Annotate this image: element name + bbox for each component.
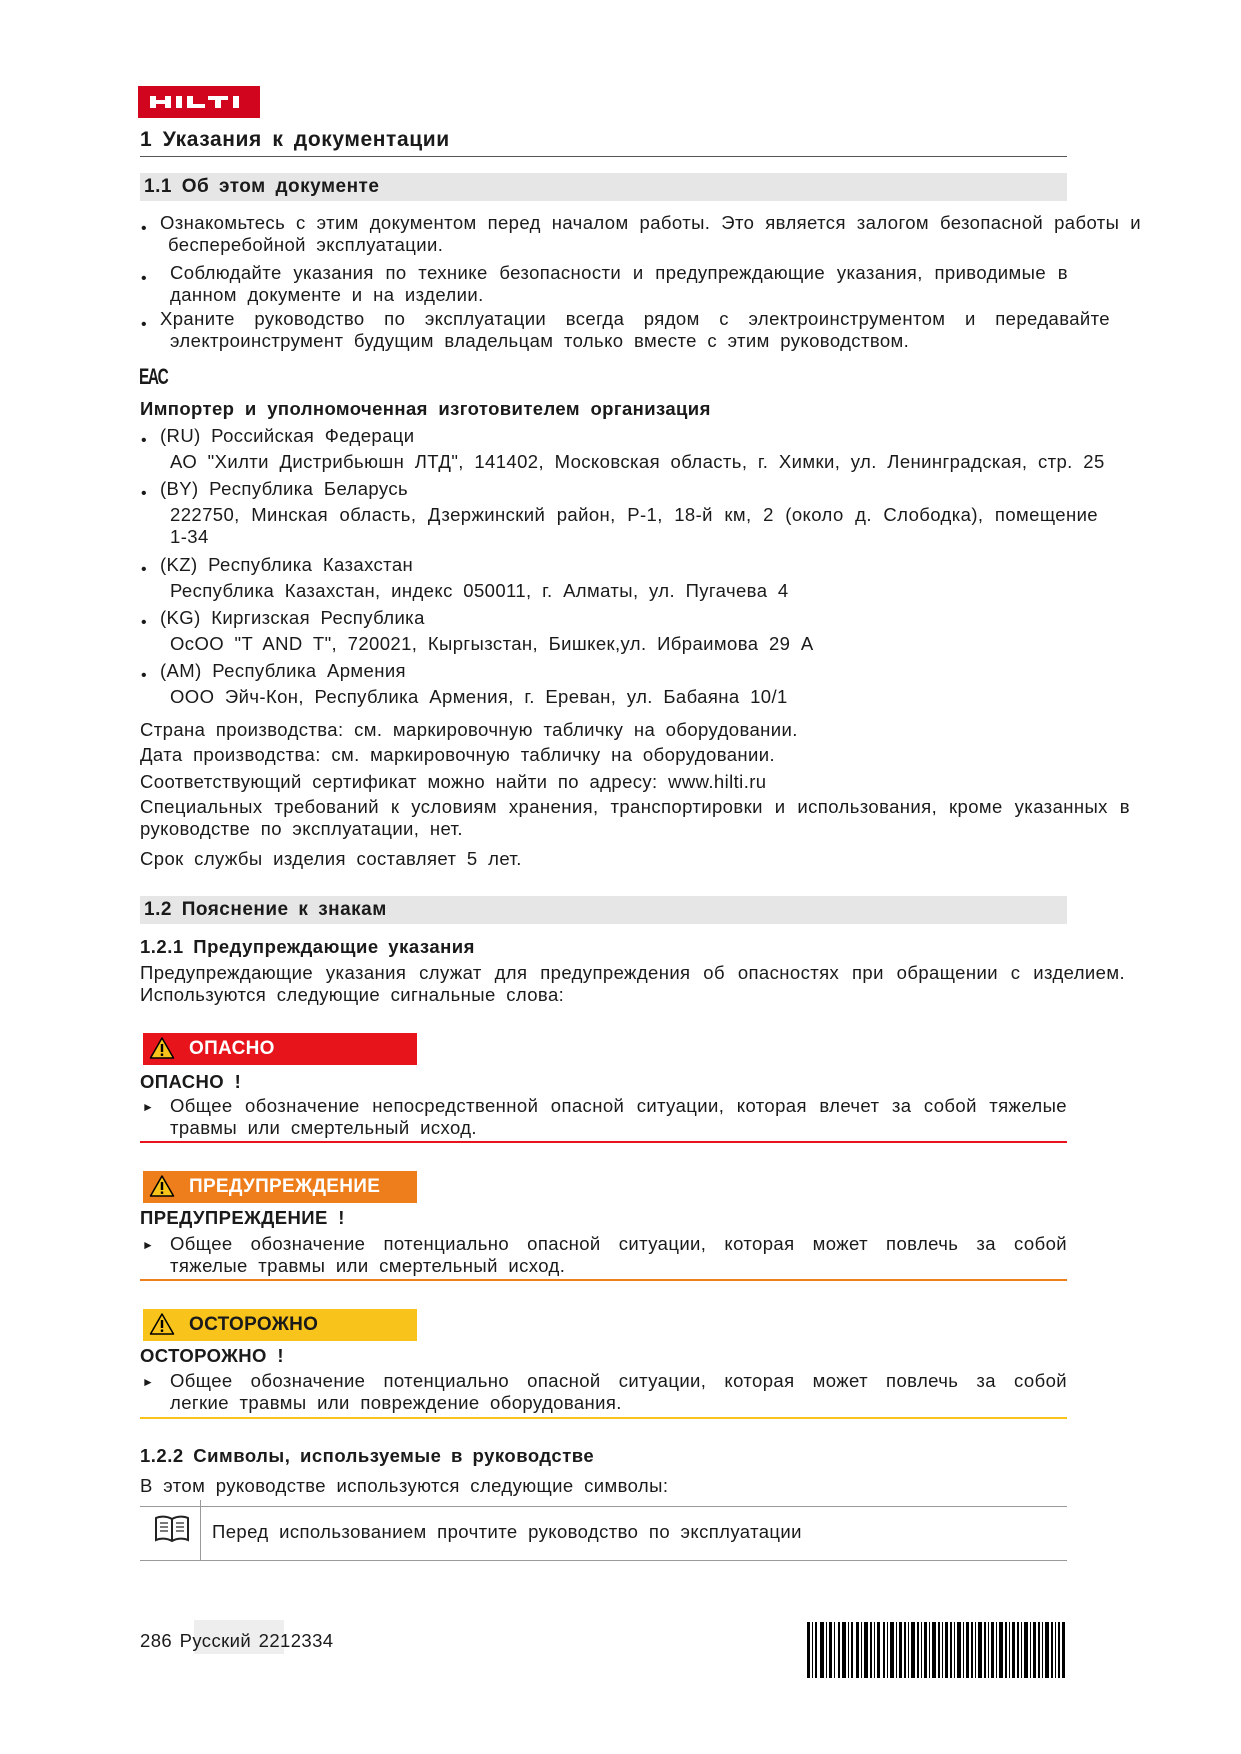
barcode bbox=[807, 1622, 1065, 1678]
book-icon bbox=[153, 1514, 191, 1544]
document-number: 2212334 bbox=[258, 1630, 334, 1651]
bullet-icon: • bbox=[141, 667, 147, 684]
importer-address: ОсОО "T AND T", 720021, Кыргызстан, Бишкек,ул. Ибраимова 29 А bbox=[170, 633, 814, 654]
list-item: Соблюдайте указания по технике безопасности и предупреждающие указания, приводимые в данном документе и на изделии. bbox=[170, 262, 1068, 305]
importer-country: (KZ) Республика Казахстан bbox=[160, 554, 414, 575]
bullet-icon: • bbox=[141, 270, 147, 287]
table-column-divider bbox=[200, 1500, 201, 1560]
danger-text: Общее обозначение непосредственной опасной ситуации, которая влечет за собой тяжелые травмы или смертельный исход. bbox=[170, 1095, 1067, 1138]
importer-country: (RU) Российская Федераци bbox=[160, 425, 415, 446]
warning-banner-label: ПРЕДУПРЕЖДЕНИЕ bbox=[189, 1176, 381, 1197]
title-rule bbox=[140, 156, 1067, 157]
page-number: 286 bbox=[140, 1630, 173, 1651]
arrow-bullet-icon: ► bbox=[142, 1375, 154, 1389]
bullet-icon: • bbox=[141, 220, 147, 237]
list-item: Ознакомьтесь с этим документом перед началом работы. Это является залогом безопасной работы и бесперебойной эксплуатации. bbox=[160, 212, 1141, 255]
warning-banner bbox=[143, 1171, 417, 1203]
date-text: Дата производства: см. маркировочную табличку на оборудовании. bbox=[140, 744, 776, 765]
caution-rule bbox=[140, 1417, 1067, 1419]
section-1-1-title: 1.1 Об этом документе bbox=[140, 173, 1067, 201]
symbols-intro: В этом руководстве используются следующие символы: bbox=[140, 1475, 669, 1496]
importer-country: (KG) Киргизская Республика bbox=[160, 607, 425, 628]
warning-triangle-icon bbox=[149, 1036, 175, 1060]
list-item: Храните руководство по эксплуатации всегда рядом с электроинструментом и передавайте электроинструмент будущим владельцам только вместе с этим руководством. bbox=[160, 308, 1110, 351]
importer-country: (BY) Республика Беларусь bbox=[160, 478, 409, 499]
table-top-rule bbox=[140, 1506, 1067, 1507]
caution-banner-label: ОСТОРОЖНО bbox=[189, 1314, 319, 1335]
table-bottom-rule bbox=[140, 1560, 1067, 1561]
importer-address: АО "Хилти Дистрибьюшн ЛТД", 141402, Московская область, г. Химки, ул. Ленинградская, стр. 25 bbox=[170, 451, 1105, 472]
service-life-text: Срок службы изделия составляет 5 лет. bbox=[140, 848, 522, 869]
caution-banner bbox=[143, 1309, 417, 1341]
warning-heading: ПРЕДУПРЕЖДЕНИЕ ! bbox=[140, 1207, 345, 1228]
danger-banner-label: ОПАСНО bbox=[189, 1038, 275, 1059]
certificate-text: Соответствующий сертификат можно найти по адресу: www.hilti.ru bbox=[140, 771, 767, 792]
section-1-2-2-title: 1.2.2 Символы, используемые в руководстве bbox=[140, 1445, 595, 1466]
bullet-icon: • bbox=[141, 485, 147, 502]
hilti-logo bbox=[138, 86, 260, 118]
chapter-title: 1 Указания к документации bbox=[140, 128, 450, 151]
origin-text: Страна производства: см. маркировочную табличку на оборудовании. bbox=[140, 719, 798, 740]
bullet-icon: • bbox=[141, 561, 147, 578]
danger-heading: ОПАСНО ! bbox=[140, 1071, 242, 1092]
warning-triangle-icon bbox=[149, 1174, 175, 1198]
warning-rule bbox=[140, 1279, 1067, 1281]
danger-banner bbox=[143, 1033, 417, 1065]
eac-mark: EAC bbox=[139, 364, 168, 389]
warning-triangle-icon bbox=[149, 1312, 175, 1336]
section-1-2-title: 1.2 Пояснение к знакам bbox=[140, 896, 1067, 924]
footer-language: Русский bbox=[179, 1630, 252, 1651]
caution-text: Общее обозначение потенциально опасной ситуации, которая может повлечь за собой легкие травмы или повреждение оборудования. bbox=[170, 1370, 1067, 1413]
caution-heading: ОСТОРОЖНО ! bbox=[140, 1345, 284, 1366]
section-1-2-1-title: 1.2.1 Предупреждающие указания bbox=[140, 936, 475, 957]
symbol-description: Перед использованием прочтите руководство по эксплуатации bbox=[212, 1521, 802, 1542]
bullet-icon: • bbox=[141, 316, 147, 333]
importer-address: Республика Казахстан, индекс 050011, г. Алматы, ул. Пугачева 4 bbox=[170, 580, 789, 601]
importer-address: 222750, Минская область, Дзержинский район, Р-1, 18-й км, 2 (около д. Слободка), помещение 1-34 bbox=[170, 504, 1098, 547]
storage-text: Специальных требований к условиям хранения, транспортировки и использования, кроме указанных в руководстве по эксплуатации, нет. bbox=[140, 796, 1130, 839]
arrow-bullet-icon: ► bbox=[142, 1100, 154, 1114]
importer-country: (AM) Республика Армения bbox=[160, 660, 406, 681]
danger-rule bbox=[140, 1141, 1067, 1143]
bullet-icon: • bbox=[141, 614, 147, 631]
page-footer bbox=[140, 1630, 333, 1652]
warnings-intro: Предупреждающие указания служат для предупреждения об опасностях при обращении с изделием. Используются следующие сигнальные слова: bbox=[140, 962, 1125, 1005]
importer-address: ООО Эйч-Кон, Республика Армения, г. Ереван, ул. Бабаяна 10/1 bbox=[170, 686, 788, 707]
arrow-bullet-icon: ► bbox=[142, 1238, 154, 1252]
importer-heading: Импортер и уполномоченная изготовителем организация bbox=[140, 398, 711, 419]
bullet-icon: • bbox=[141, 432, 147, 449]
warning-text: Общее обозначение потенциально опасной ситуации, которая может повлечь за собой тяжелые травмы или смертельный исход. bbox=[170, 1233, 1067, 1276]
